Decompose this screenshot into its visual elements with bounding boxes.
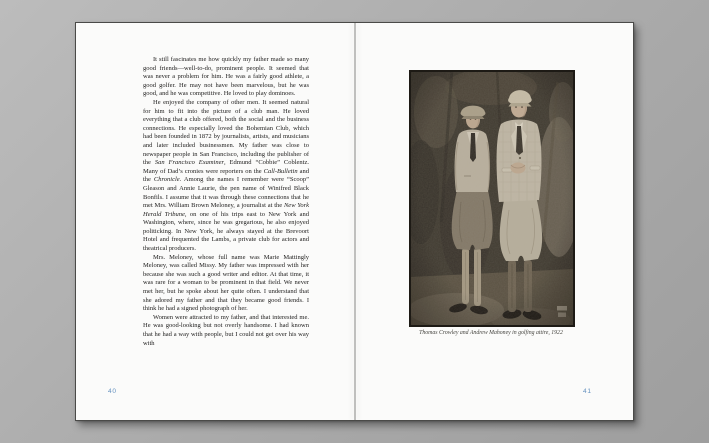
paragraph: Mrs. Meloney, whose full name was Marie Mattingly Meloney, was called Missy. My father was impressed with her because she was such a good writer and editor. At that time, it was rare for a woman to be prominent in that field. We never met her, but he spoke about her quite often. I understand that she adored my father and that they became good friends. I think he had a signed photograph of her.	[143, 253, 309, 313]
photo-illustration	[411, 72, 573, 325]
paragraph: Women were attracted to my father, and that interested me. He was good-looking but not overly handsome. I had known that he had a way with people, but I could not get over his way with	[143, 313, 309, 347]
book-spread	[75, 22, 634, 421]
photograph	[409, 70, 575, 327]
left-page	[76, 23, 354, 420]
body-text	[143, 56, 309, 382]
page-number-left: 40	[108, 388, 117, 395]
photo-caption: Thomas Crowley and Andrew Mahoney in golfing attire, 1922	[419, 330, 563, 336]
paragraph: He enjoyed the company of other men. It seemed natural for him to fit into the picture of a club man. He loved everything that a club offered, both the social and the business connections. He especially loved the Bohemian Club, which had been founded in 1872 by journalists, artists, and musicians and later included businessmen. My father was close to newspaper people in San Francisco, including the publisher of the San Francisco Examiner, Edmund “Cobbie” Coblentz. Many of Dad’s cronies were reporters on the Call-Bulletin and the Chronicle. Among the names I remember were “Scoop” Gleason and Annie Laurie, the pen name of Winifred Black Bonfils. I assume that it was through these connections that he met Mrs. William Brown Meloney, a journalist at the New York Herald Tribune, on one of his trips east to New York and Washington, where, since he was gregarious, he also enjoyed politicking. In New York, he always stayed at the Brevoort Hotel and frequented the Lambs, a private club for actors and theatrical producers.	[143, 98, 309, 253]
page-number-right: 41	[583, 388, 592, 395]
paragraph: It still fascinates me how quickly my father made so many good friends—well-to-do, prominent people. It seemed that was never a problem for him. He was a fairly good athlete, a good golfer. He may not have been marvelous, but he was good, and he was competitive. He loved to play dominoes.	[143, 56, 309, 98]
sepia-tint-overlay	[411, 72, 573, 325]
right-page	[356, 23, 633, 420]
